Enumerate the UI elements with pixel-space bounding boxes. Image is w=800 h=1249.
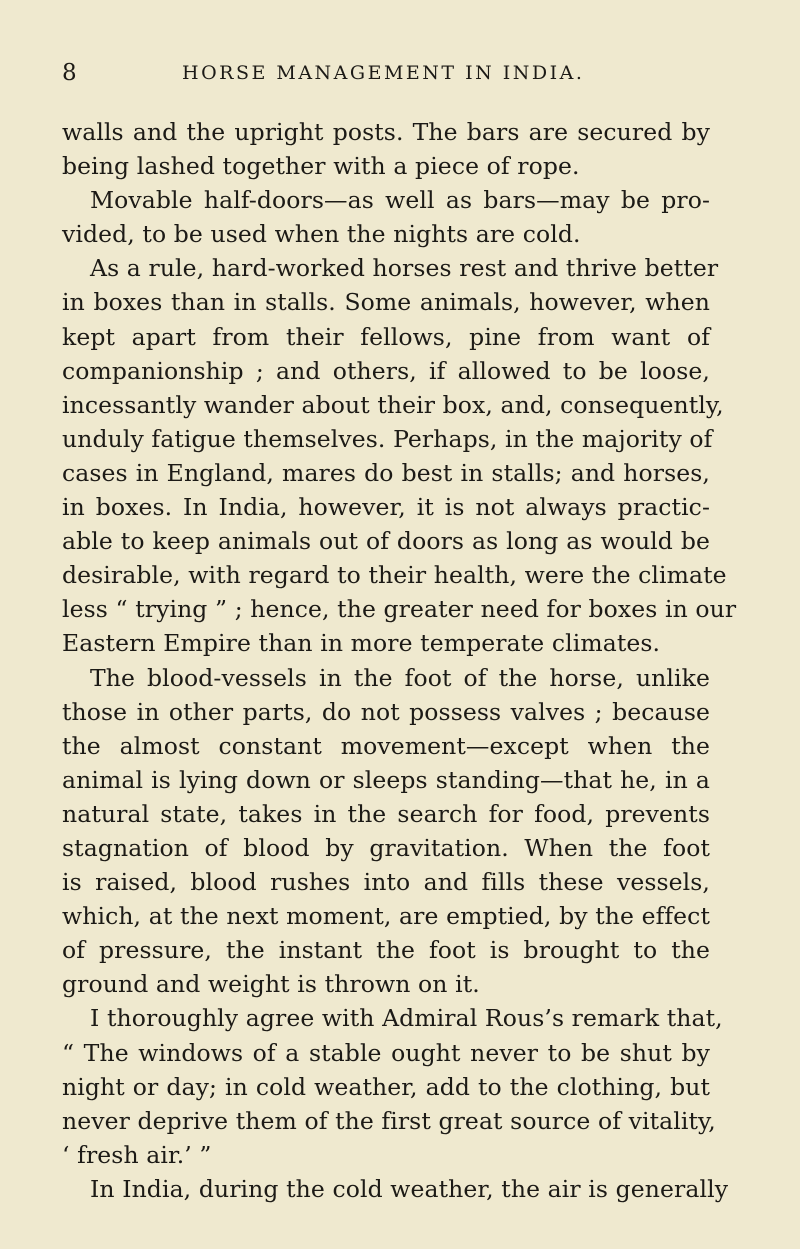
text-line: less “ trying ” ; hence, the greater need for boxes in our xyxy=(62,595,737,624)
text-line: natural state, takes in the search for food, prevents xyxy=(62,799,710,828)
text-line: The blood-vessels in the foot of the horse, unlike xyxy=(90,663,710,692)
running-head xyxy=(62,60,712,90)
text-line: able to keep animals out of doors as long as would be xyxy=(62,527,710,556)
text-line: vided, to be used when the nights are cold. xyxy=(62,220,581,249)
text-line: animal is lying down or sleeps standing—that he, in a xyxy=(62,765,710,794)
text-line: which, at the next moment, are emptied, by the effect xyxy=(62,902,710,931)
text-line: unduly fatigue themselves. Perhaps, in the majority of xyxy=(62,424,713,453)
text-line: “ The windows of a stable ought never to be shut by xyxy=(62,1038,710,1067)
text-line: the almost constant movement—except when the xyxy=(62,731,710,760)
text-line: I thoroughly agree with Admiral Rous’s remark that, xyxy=(90,1004,723,1033)
text-line: is raised, blood rushes into and fills these vessels, xyxy=(62,868,710,897)
text-line: As a rule, hard-worked horses rest and thrive better xyxy=(90,254,719,283)
text-line: of pressure, the instant the foot is brought to the xyxy=(62,936,710,965)
body-text xyxy=(62,115,737,1206)
text-line: night or day; in cold weather, add to the clothing, but xyxy=(62,1072,710,1101)
text-line: those in other parts, do not possess valves ; because xyxy=(62,697,710,726)
text-line: stagnation of blood by gravitation. When the foot xyxy=(62,833,710,862)
text-line: In India, during the cold weather, the air is generally xyxy=(90,1174,729,1203)
text-line: in boxes. In India, however, it is not always practic- xyxy=(62,493,710,522)
text-line: kept apart from their fellows, pine from want of xyxy=(62,322,710,351)
running-title: HORSE MANAGEMENT IN INDIA. xyxy=(182,62,585,84)
text-line: being lashed together with a piece of rope. xyxy=(62,152,580,181)
text-line: walls and the upright posts. The bars are secured by xyxy=(62,118,710,146)
text-line: ‘ fresh air.’ ” xyxy=(62,1140,212,1169)
text-line: companionship ; and others, if allowed to be loose, xyxy=(62,356,710,385)
text-line: cases in England, mares do best in stalls; and horses, xyxy=(62,458,710,487)
text-line: never deprive them of the first great source of vitality, xyxy=(62,1106,716,1135)
text-line: Eastern Empire than in more temperate climates. xyxy=(62,629,661,658)
text-line: desirable, with regard to their health, were the climate xyxy=(62,561,727,590)
text-line: in boxes than in stalls. Some animals, however, when xyxy=(62,288,710,317)
page-number: 8 xyxy=(62,60,78,86)
text-line: ground and weight is thrown on it. xyxy=(62,970,480,999)
text-line: incessantly wander about their box, and, consequently, xyxy=(62,390,724,419)
text-line: Movable half-doors—as well as bars—may be pro- xyxy=(90,186,710,215)
